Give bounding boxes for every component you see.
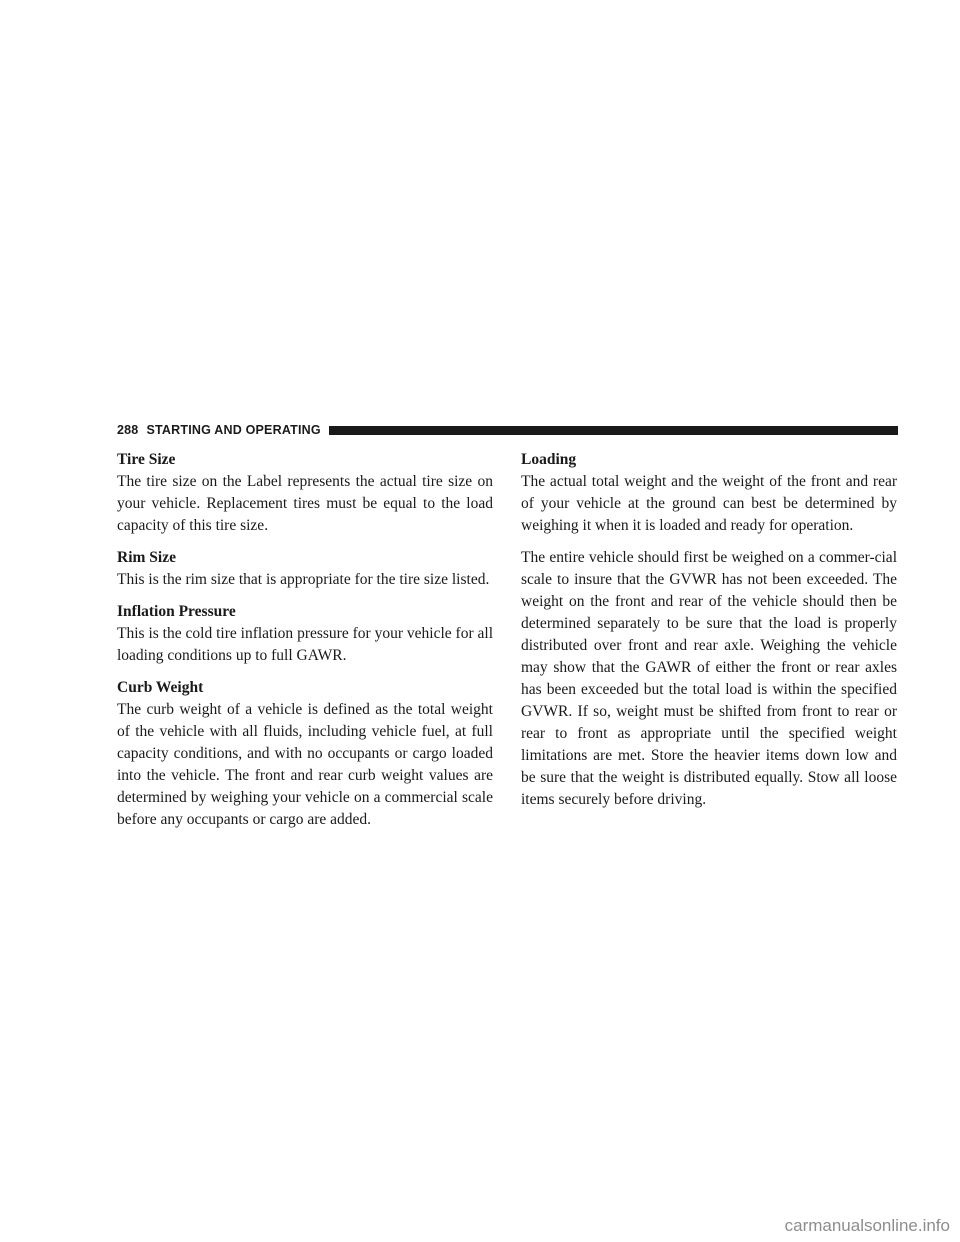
page-header — [117, 422, 898, 438]
section-inflation-pressure — [117, 601, 493, 667]
section-body: The curb weight of a vehicle is defined as the total weight of the vehicle with all fluids, including vehicle fuel, at full capacity conditions, and with no occupants or cargo loaded into the vehicle. The front and rear curb weight values are determined by weighing your vehicle on a commercial scale before any occupants or cargo are added. — [117, 701, 493, 828]
section-heading: Tire Size — [117, 451, 176, 468]
section-body: This is the cold tire inflation pressure for your vehicle for all loading conditions up to full GAWR. — [117, 625, 493, 664]
right-column — [521, 449, 897, 821]
section-curb-weight — [117, 677, 493, 831]
page-number: 288 — [117, 423, 139, 437]
left-column — [117, 449, 493, 841]
paragraph: The actual total weight and the weight of the front and rear of your vehicle at the ground can best be determined by weighing it when it is loaded and ready for operation. — [521, 473, 897, 534]
header-rule — [329, 426, 898, 435]
section-heading: Loading — [521, 451, 577, 468]
section-heading: Rim Size — [117, 549, 176, 566]
section-body: The tire size on the Label represents the actual tire size on your vehicle. Replacement tires must be equal to the load capacity of this tire size. — [117, 473, 493, 534]
section-body: This is the rim size that is appropriate for the tire size listed. — [117, 571, 490, 588]
section-heading: Inflation Pressure — [117, 603, 236, 620]
section-rim-size — [117, 547, 493, 591]
section-loading — [521, 449, 897, 811]
paragraph: The entire vehicle should first be weighed on a commer-cial scale to insure that the GVWR has not been exceeded. The weight on the front and rear of the vehicle should then be determined separately to be sure that the load is properly distributed over front and rear axle. Weighing the vehicle may show that the GAWR of either the front or rear axles has been exceeded but the total load is within the specified GVWR. If so, weight must be shifted from front to rear or rear to front as appropriate until the specified weight limitations are met. Store the heavier items down low and be sure that the weight is distributed equally. Stow all loose items securely before driving. — [521, 549, 897, 808]
section-heading: Curb Weight — [117, 679, 204, 696]
watermark-link[interactable]: carmanualsonline.info — [784, 1216, 950, 1235]
section-tire-size — [117, 449, 493, 537]
section-title: STARTING AND OPERATING — [146, 423, 321, 437]
